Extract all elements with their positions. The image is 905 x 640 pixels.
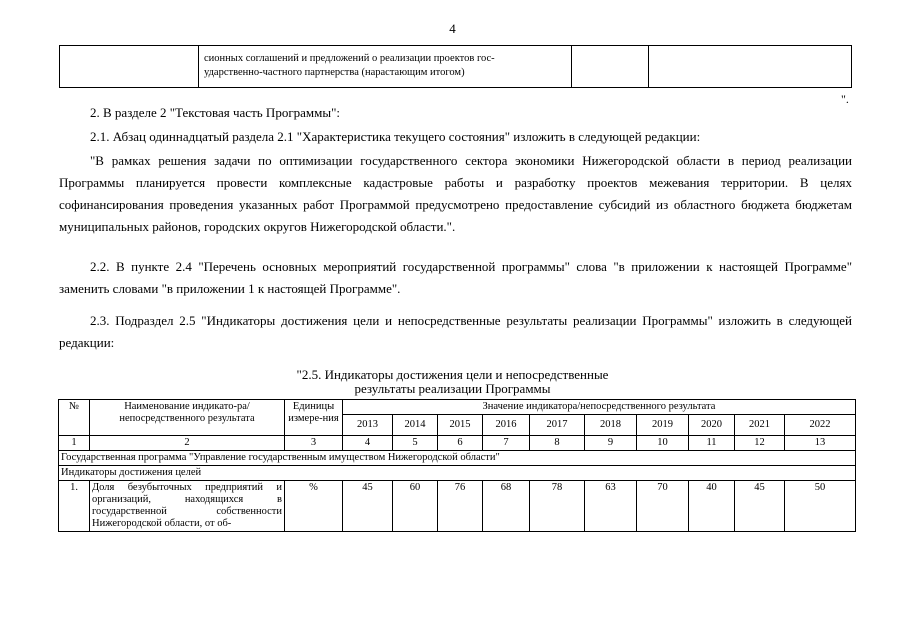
year-header: 2016	[483, 415, 530, 436]
year-header: 2017	[530, 415, 585, 436]
column-number: 2	[90, 436, 285, 451]
empty-cell	[649, 46, 852, 88]
value-2014: 60	[393, 481, 438, 532]
table-caption-line-2: результаты реализации Программы	[354, 381, 551, 396]
column-number: 10	[637, 436, 689, 451]
table-header-row	[59, 400, 856, 415]
column-number: 13	[785, 436, 856, 451]
continued-text-line-1: сионных соглашений и предложений о реализации проектов гос-	[204, 53, 495, 64]
column-number: 11	[689, 436, 735, 451]
value-2016: 68	[483, 481, 530, 532]
header-number: №	[59, 400, 90, 436]
header-indicator-name: Наименование индикато-ра/непосредственного результата	[90, 400, 285, 436]
header-unit: Единицы измере-ния	[285, 400, 343, 436]
header-indicator-value: Значение индикатора/непосредственного результата	[343, 400, 856, 415]
column-number: 12	[735, 436, 785, 451]
page-number: 4	[449, 21, 456, 36]
row-number: 1.	[59, 481, 90, 532]
column-number: 8	[530, 436, 585, 451]
column-number: 6	[438, 436, 483, 451]
value-2019: 70	[637, 481, 689, 532]
year-header: 2022	[785, 415, 856, 436]
year-header: 2015	[438, 415, 483, 436]
paragraph-2-3: 2.3. Подраздел 2.5 "Индикаторы достижения цели и непосредственные результаты реализации Программы" изложить в следующей редакции:	[59, 313, 852, 350]
empty-cell	[60, 46, 199, 88]
paragraph-2-1: 2.1. Абзац одиннадцатый раздела 2.1 "Характеристика текущего состояния" изложить в следующей редакции:	[90, 129, 701, 144]
value-2021: 45	[735, 481, 785, 532]
paragraph-quote-text: "В рамках решения задачи по оптимизации государственного сектора экономики Нижегородской области в период реализации Программы планируется провести комплексные кадастровые работы и разработку проектов межевания территории. В целях софинансирования проведения указанных работ Программой предусмотрено предоставление субсидий из областного бюджета бюджетам муниципальных районов, городских округов Нижегородской области.".	[59, 153, 852, 234]
column-number: 3	[285, 436, 343, 451]
year-header: 2018	[585, 415, 637, 436]
year-header: 2013	[343, 415, 393, 436]
section-row	[59, 466, 856, 481]
indicator-name: Доля безубыточных предприятий и организаций, находящихся в государственной собственности Нижегородской области, от об-	[90, 481, 285, 532]
paragraph-2-2: 2.2. В пункте 2.4 "Перечень основных мероприятий государственной программы" слова "в приложении к настоящей Программе" заменить словами "в приложении 1 к настоящей Программе".	[59, 259, 852, 296]
section-title: Индикаторы достижения целей	[59, 466, 856, 481]
column-number: 5	[393, 436, 438, 451]
program-title: Государственная программа "Управление государственным имуществом Нижегородской области"	[59, 451, 856, 466]
continued-cell	[199, 46, 572, 88]
value-2022: 50	[785, 481, 856, 532]
indicator-unit: %	[285, 481, 343, 532]
continued-table-fragment	[59, 45, 852, 88]
table-row	[59, 481, 856, 532]
column-number: 1	[59, 436, 90, 451]
quote-end-mark: ".	[841, 92, 849, 106]
program-row	[59, 451, 856, 466]
table-caption	[0, 368, 905, 396]
indicators-table	[58, 399, 856, 532]
value-2015: 76	[438, 481, 483, 532]
year-header: 2019	[637, 415, 689, 436]
column-numbers-row	[59, 436, 856, 451]
paragraph-section-2: 2. В разделе 2 "Текстовая часть Программы":	[90, 105, 341, 120]
value-2017: 78	[530, 481, 585, 532]
year-header: 2020	[689, 415, 735, 436]
continued-text-line-2: ударственно-частного партнерства (нарастающим итогом)	[204, 67, 465, 78]
table-caption-line-1: "2.5. Индикаторы достижения цели и непосредственные	[296, 367, 609, 382]
value-2020: 40	[689, 481, 735, 532]
column-number: 7	[483, 436, 530, 451]
value-2013: 45	[343, 481, 393, 532]
value-2018: 63	[585, 481, 637, 532]
year-header: 2021	[735, 415, 785, 436]
column-number: 4	[343, 436, 393, 451]
year-header: 2014	[393, 415, 438, 436]
empty-cell	[572, 46, 649, 88]
column-number: 9	[585, 436, 637, 451]
